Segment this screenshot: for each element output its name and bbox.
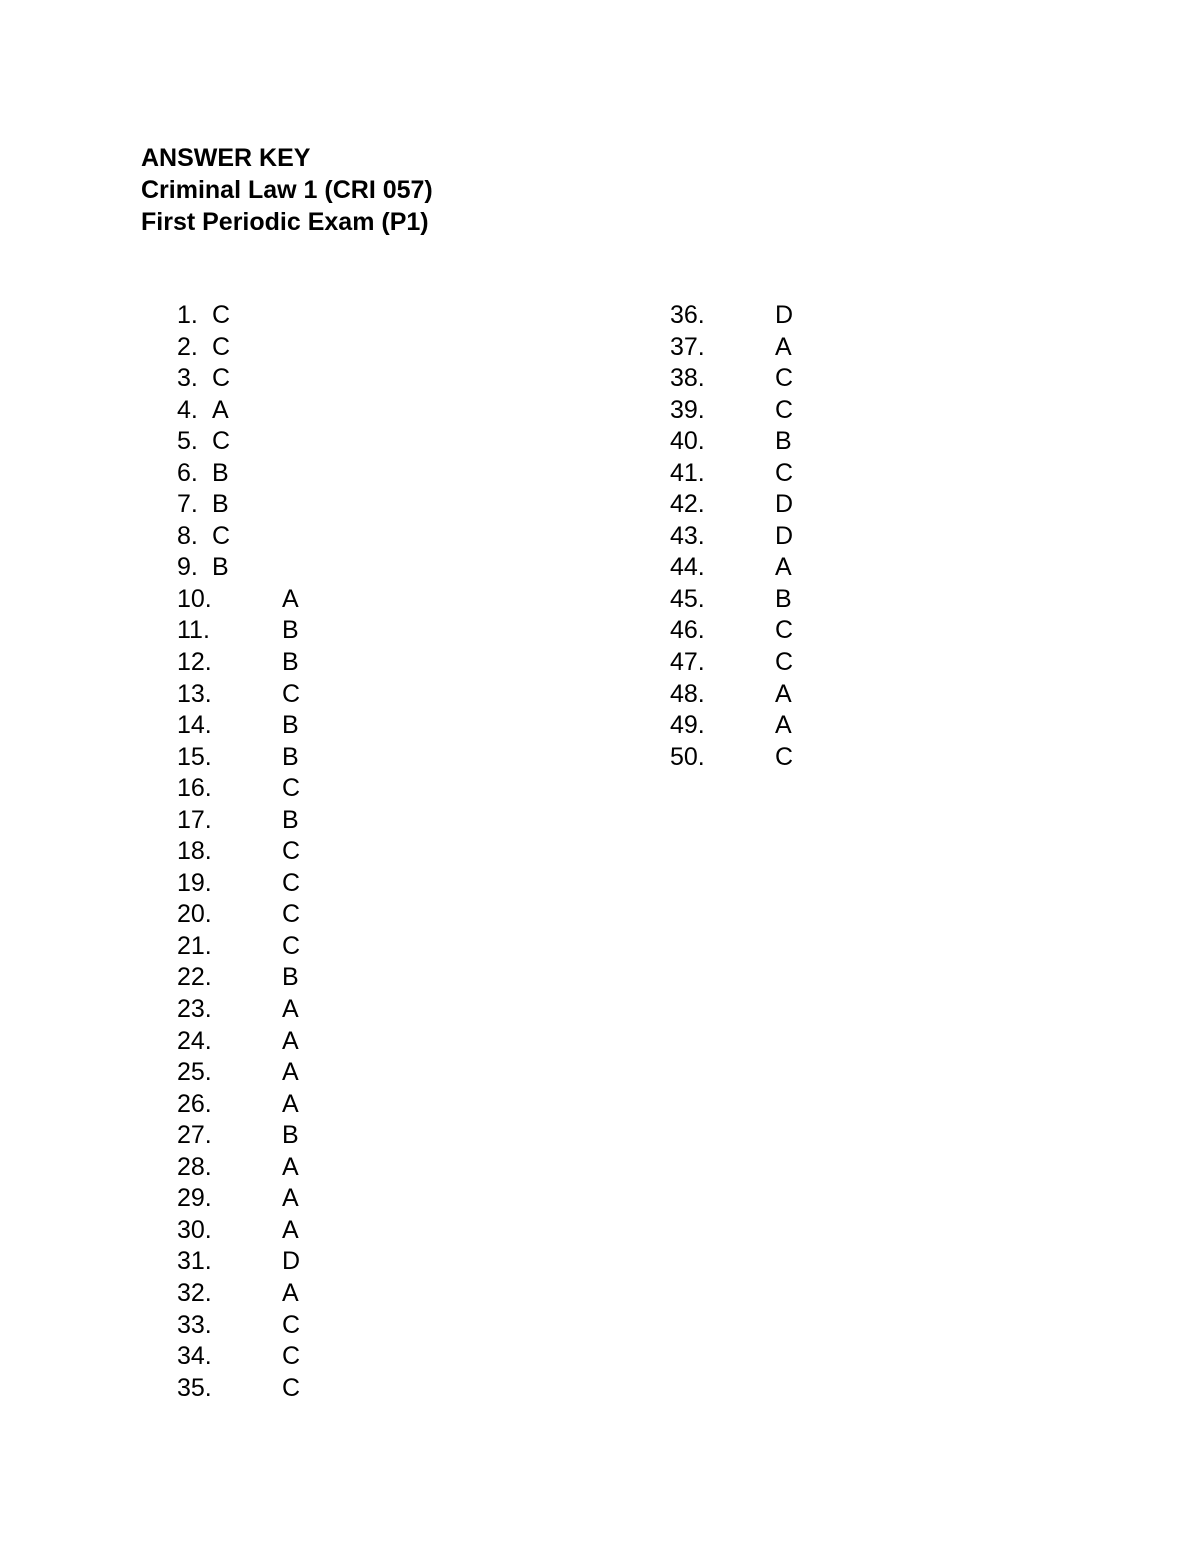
answer-letter: C [775,458,794,487]
question-number: 13. [177,679,212,708]
answer-letter: B [282,1121,299,1150]
question-number: 4. [177,395,198,424]
answer-letter: A [282,1215,299,1244]
answer-letter: C [775,395,794,424]
question-number: 15. [177,742,212,771]
answer-letter: A [282,1026,299,1055]
answer-letter: C [282,837,301,866]
question-number: 33. [177,1310,212,1339]
answer-letter: A [775,711,792,740]
question-number: 37. [670,332,705,361]
answer-letter: A [282,584,299,613]
answer-letter: D [282,1247,301,1276]
answer-letter: C [212,301,231,329]
question-number: 19. [177,868,212,897]
answer-letter: A [282,995,299,1024]
question-number: 23. [177,995,212,1024]
answer-letter: D [775,301,794,329]
answer-letter: B [775,427,792,456]
question-number: 46. [670,616,705,645]
question-number: 34. [177,1342,212,1371]
answer-letter: A [282,1184,299,1213]
answer-letter: B [212,490,229,519]
question-number: 1. [177,301,198,329]
answer-letter: B [282,711,299,740]
answer-letter: C [212,427,231,456]
answer-letter: A [212,395,229,424]
question-number: 14. [177,711,212,740]
question-number: 20. [177,900,212,929]
answer-letter: B [282,648,299,677]
question-number: 29. [177,1184,212,1213]
question-number: 24. [177,1026,212,1055]
answer-letter: C [282,774,301,803]
question-number: 25. [177,1058,212,1087]
question-number: 10. [177,584,212,613]
answer-letter: C [282,1342,301,1371]
answer-letter: A [282,1152,299,1181]
question-number: 7. [177,490,198,519]
answer-letter: C [282,931,301,960]
answer-letter: A [282,1089,299,1118]
question-number: 31. [177,1247,212,1276]
question-number: 26. [177,1089,212,1118]
answer-letter: C [775,648,794,677]
answer-letter: C [775,616,794,645]
question-number: 12. [177,648,212,677]
question-number: 30. [177,1215,212,1244]
answer-letter: C [282,1310,301,1339]
answer-letter: B [282,742,299,771]
question-number: 27. [177,1121,212,1150]
question-number: 48. [670,679,705,708]
document-header [141,142,433,238]
answer-letter: B [282,616,299,645]
answer-letter: C [282,900,301,929]
question-number: 8. [177,521,198,550]
question-number: 47. [670,648,705,677]
answer-letter: A [775,332,792,361]
question-number: 50. [670,742,705,771]
answer-letter: C [212,332,231,361]
answer-letter: A [282,1058,299,1087]
answer-letter: C [212,521,231,550]
answer-letter: B [282,805,299,834]
answer-letter: A [282,1278,299,1307]
question-number: 2. [177,332,198,361]
question-number: 17. [177,805,212,834]
answer-letter: B [775,584,792,613]
question-number: 28. [177,1152,212,1181]
question-number: 36. [670,301,705,329]
answer-letter: B [282,963,299,992]
question-number: 16. [177,774,212,803]
answer-letter: C [282,868,301,897]
question-number: 3. [177,364,198,393]
question-number: 39. [670,395,705,424]
answer-letter: C [282,1373,301,1402]
answer-letter: A [775,679,792,708]
answer-letter: A [775,553,792,582]
question-number: 11. [177,616,210,645]
question-number: 45. [670,584,705,613]
question-number: 41. [670,458,705,487]
answer-letter: C [775,742,794,771]
question-number: 49. [670,711,705,740]
question-number: 43. [670,521,705,550]
answer-letter: D [775,490,794,519]
document-title: ANSWER KEY [141,144,311,172]
question-number: 38. [670,364,705,393]
question-number: 5. [177,427,198,456]
question-number: 35. [177,1373,212,1402]
answer-letter: C [212,364,231,393]
question-number: 21. [177,931,212,960]
answer-letter: C [775,364,794,393]
question-number: 42. [670,490,705,519]
question-number: 18. [177,837,212,866]
question-number: 6. [177,458,198,487]
course-name: Criminal Law 1 (CRI 057) [141,176,433,204]
exam-name: First Periodic Exam (P1) [141,208,429,236]
answer-letter: D [775,521,794,550]
answer-letter: B [212,458,229,487]
question-number: 32. [177,1278,212,1307]
question-number: 40. [670,427,705,456]
answer-letter: B [212,553,229,582]
question-number: 9. [177,553,198,582]
question-number: 44. [670,553,705,582]
question-number: 22. [177,963,212,992]
answer-letter: C [282,679,301,708]
